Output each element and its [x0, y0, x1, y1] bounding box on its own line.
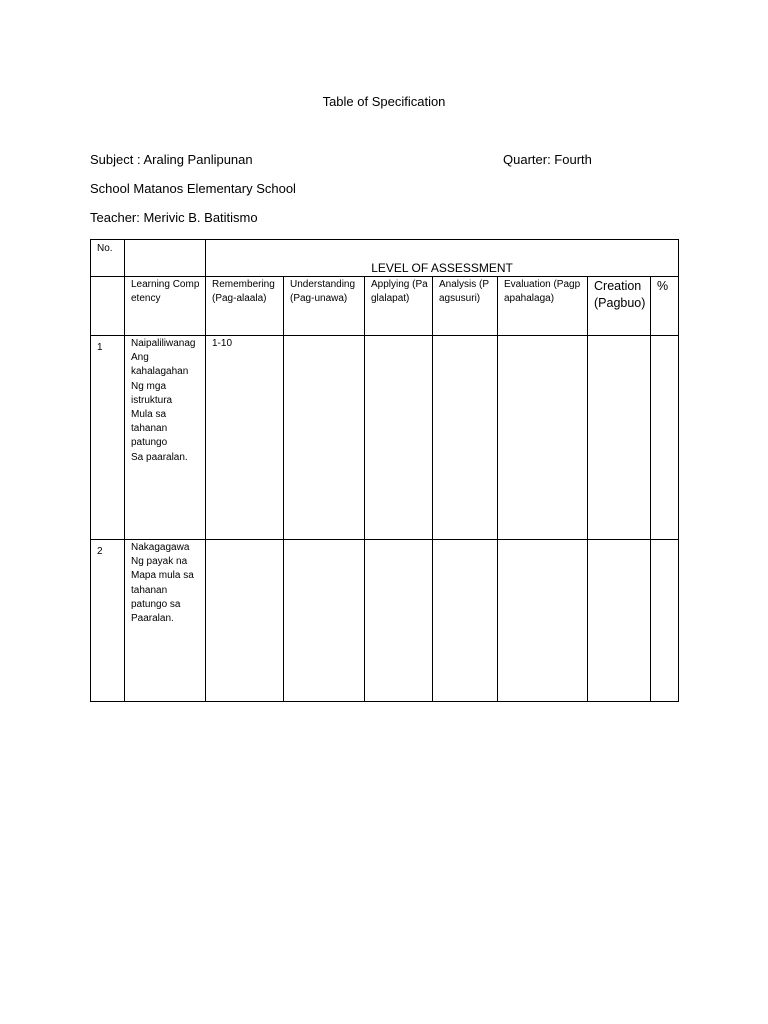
table-header-row [91, 240, 679, 277]
row-competency: Naipaliliwanag Ang kahalagahan Ng mga istruktura Mula sa tahanan patungo Sa paaralan. [125, 336, 206, 540]
row-applying [365, 336, 433, 540]
teacher-line: Teacher: Merivic B. Batitismo [90, 210, 258, 225]
row-understanding [284, 540, 365, 702]
subheader-blank [91, 277, 125, 336]
row-analysis [433, 540, 498, 702]
header-evaluation: Evaluation (Pagpapahalaga) [498, 277, 588, 336]
header-learning-competency: Learning Competency [125, 277, 206, 336]
row-evaluation [498, 540, 588, 702]
header-analysis: Analysis (Pagsusuri) [433, 277, 498, 336]
row-understanding [284, 336, 365, 540]
table-subheader-row [91, 277, 679, 336]
row-evaluation [498, 336, 588, 540]
header-remembering: Remembering (Pag-alaala) [206, 277, 284, 336]
table-row [91, 540, 679, 702]
row-percent [651, 540, 679, 702]
row-number: 1 [91, 336, 125, 540]
specification-table [90, 239, 679, 702]
row-percent [651, 336, 679, 540]
header-no: No. [91, 240, 125, 277]
row-creation [588, 540, 651, 702]
row-applying [365, 540, 433, 702]
row-creation [588, 336, 651, 540]
row-remembering [206, 540, 284, 702]
header-applying: Applying (Paglalapat) [365, 277, 433, 336]
header-level-of-assessment: LEVEL OF ASSESSMENT [206, 240, 679, 277]
row-remembering: 1-10 [206, 336, 284, 540]
header-understanding: Understanding (Pag-unawa) [284, 277, 365, 336]
header-percent: % [651, 277, 679, 336]
table-row [91, 336, 679, 540]
subject-line: Subject : Araling Panlipunan [90, 152, 253, 167]
header-creation: Creation (Pagbuo) [588, 277, 651, 336]
document-title: Table of Specification [322, 94, 446, 109]
school-line: School Matanos Elementary School [90, 181, 296, 196]
row-analysis [433, 336, 498, 540]
row-number: 2 [91, 540, 125, 702]
header-blank [125, 240, 206, 277]
quarter-line: Quarter: Fourth [503, 152, 592, 167]
row-competency: Nakagagawa Ng payak na Mapa mula sa tahanan patungo sa Paaralan. [125, 540, 206, 702]
